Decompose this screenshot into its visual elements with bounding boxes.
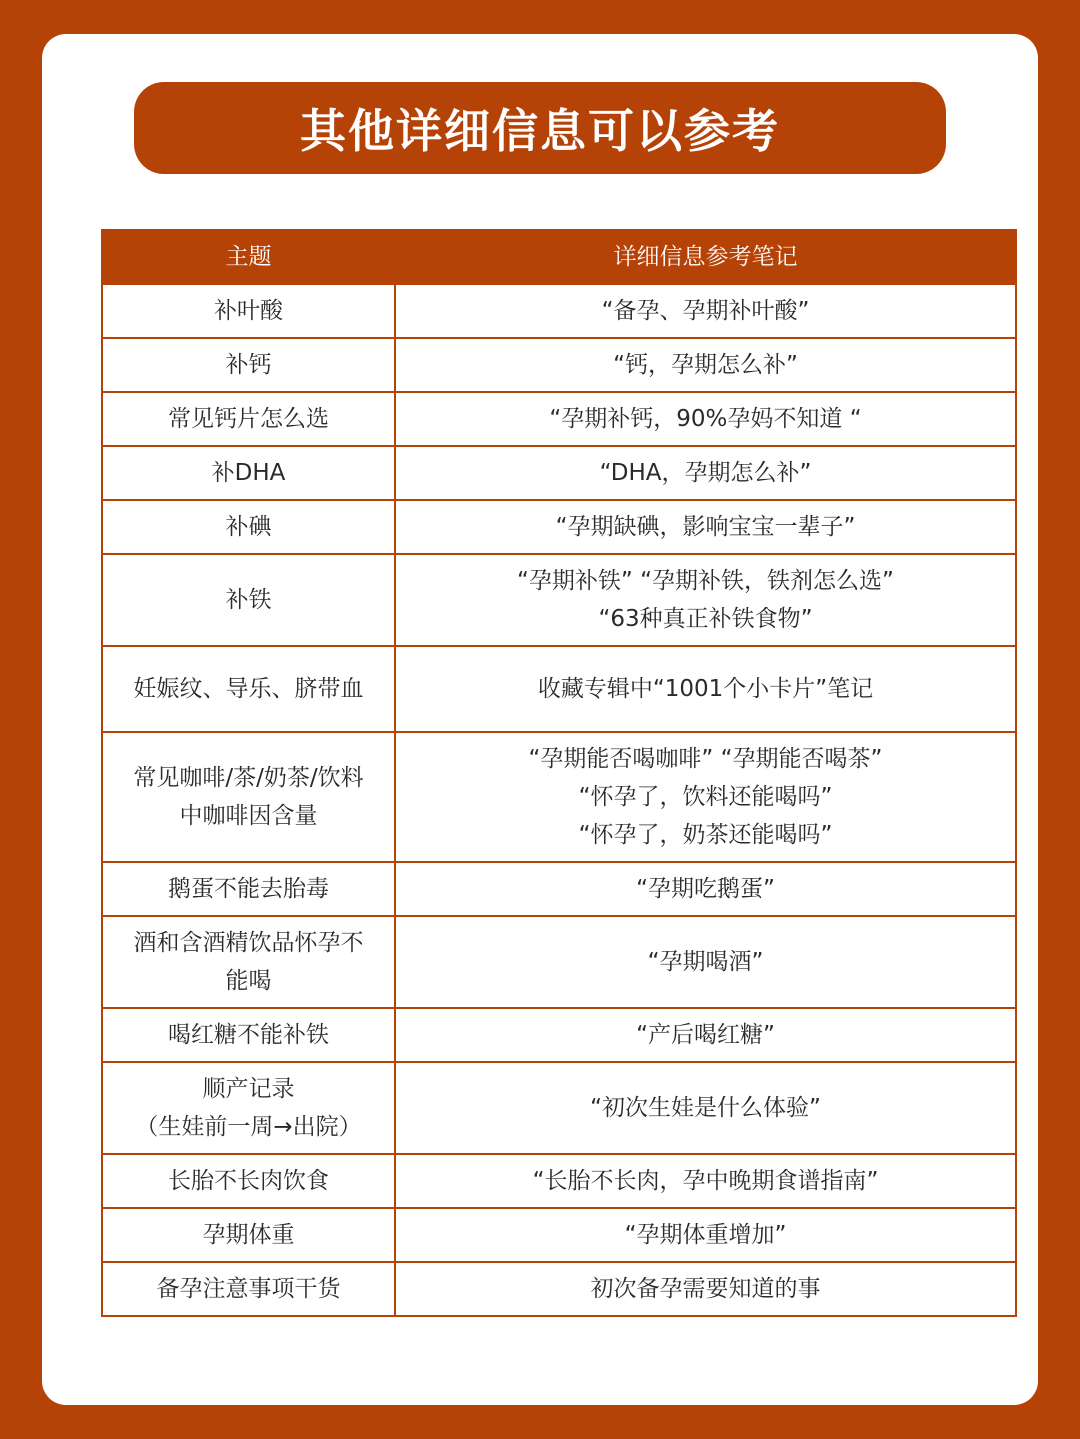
table-row (102, 1262, 1016, 1316)
note-text: “孕期喝酒” (647, 949, 764, 975)
topic-cell (102, 1208, 395, 1262)
table-row (102, 500, 1016, 554)
table-row (102, 862, 1016, 916)
note-cell (395, 1008, 1016, 1062)
note-text: “孕期能否喝咖啡” “孕期能否喝茶” (528, 746, 883, 772)
topic-cell (102, 862, 395, 916)
topic-text: （生娃前一周→出院） (135, 1114, 362, 1140)
topic-text: 备孕注意事项干货 (156, 1276, 341, 1302)
topic-text: 长胎不长肉饮食 (168, 1168, 329, 1194)
note-cell (395, 862, 1016, 916)
note-text: 初次备孕需要知道的事 (590, 1276, 821, 1302)
topic-text: 补叶酸 (214, 298, 283, 324)
note-cell (395, 392, 1016, 446)
topic-text: 顺产记录 (202, 1076, 295, 1102)
table-row (102, 284, 1016, 338)
note-cell (395, 732, 1016, 862)
table-row (102, 646, 1016, 732)
note-cell (395, 446, 1016, 500)
note-text: “孕期补钙，90%孕妈不知道 “ (549, 406, 862, 432)
note-text: “孕期体重增加” (624, 1222, 787, 1248)
topic-text: 妊娠纹、导乐、脐带血 (133, 676, 364, 702)
header-topic: 主题 (102, 230, 395, 284)
note-text: “怀孕了，奶茶还能喝吗” (578, 822, 833, 848)
note-text: “钙，孕期怎么补” (613, 352, 798, 378)
note-text: “初次生娃是什么体验” (590, 1095, 821, 1121)
table-row (102, 1062, 1016, 1154)
topic-cell (102, 284, 395, 338)
content-card (42, 34, 1038, 1405)
topic-cell (102, 338, 395, 392)
note-text: “孕期吃鹅蛋” (636, 876, 775, 902)
topic-cell (102, 392, 395, 446)
table-row (102, 916, 1016, 1008)
table-body (102, 284, 1016, 1316)
note-cell (395, 284, 1016, 338)
page-title: 其他详细信息可以参考 (300, 104, 780, 158)
note-text: “孕期缺碘，影响宝宝一辈子” (555, 514, 856, 540)
note-cell (395, 1062, 1016, 1154)
topic-cell (102, 646, 395, 732)
topic-text: 补DHA (211, 460, 286, 486)
topic-cell (102, 916, 395, 1008)
note-cell (395, 338, 1016, 392)
note-text: “长胎不长肉，孕中晚期食谱指南” (532, 1168, 879, 1194)
topic-text: 喝红糖不能补铁 (168, 1022, 329, 1048)
table-row (102, 392, 1016, 446)
topic-text: 酒和含酒精饮品怀孕不 (133, 930, 364, 956)
note-cell (395, 554, 1016, 646)
topic-text: 孕期体重 (202, 1222, 295, 1248)
note-text: “孕期补铁” “孕期补铁，铁剂怎么选” (517, 568, 894, 594)
topic-text: 补碘 (225, 514, 272, 540)
topic-cell (102, 1262, 395, 1316)
table-row (102, 1208, 1016, 1262)
topic-text: 鹅蛋不能去胎毒 (168, 876, 329, 902)
topic-text: 补钙 (225, 352, 272, 378)
note-text: “DHA，孕期怎么补” (599, 460, 812, 486)
table-row (102, 338, 1016, 392)
topic-cell (102, 732, 395, 862)
table-header-row (102, 230, 1016, 284)
topic-text: 常见咖啡/茶/奶茶/饮料 (133, 765, 364, 791)
note-cell (395, 500, 1016, 554)
note-text: “产后喝红糖” (636, 1022, 775, 1048)
table-row (102, 1008, 1016, 1062)
note-text: “63种真正补铁食物” (598, 606, 813, 632)
note-cell (395, 916, 1016, 1008)
reference-table (101, 229, 1017, 1317)
note-cell (395, 646, 1016, 732)
topic-text: 常见钙片怎么选 (168, 406, 329, 432)
topic-cell (102, 1062, 395, 1154)
note-cell (395, 1154, 1016, 1208)
table-row (102, 554, 1016, 646)
note-text: 收藏专辑中“1001个小卡片”笔记 (537, 676, 874, 702)
note-cell (395, 1208, 1016, 1262)
title-banner (134, 82, 946, 174)
note-cell (395, 1262, 1016, 1316)
topic-cell (102, 1008, 395, 1062)
topic-text: 中咖啡因含量 (179, 803, 318, 829)
table-row (102, 446, 1016, 500)
topic-text: 能喝 (225, 968, 272, 994)
note-text: “备孕、孕期补叶酸” (601, 298, 810, 324)
note-text: “怀孕了，饮料还能喝吗” (578, 784, 833, 810)
topic-cell (102, 500, 395, 554)
topic-cell (102, 446, 395, 500)
topic-text: 补铁 (225, 587, 272, 613)
topic-cell (102, 554, 395, 646)
header-note: 详细信息参考笔记 (395, 230, 1016, 284)
topic-cell (102, 1154, 395, 1208)
table-row (102, 1154, 1016, 1208)
table-row (102, 732, 1016, 862)
